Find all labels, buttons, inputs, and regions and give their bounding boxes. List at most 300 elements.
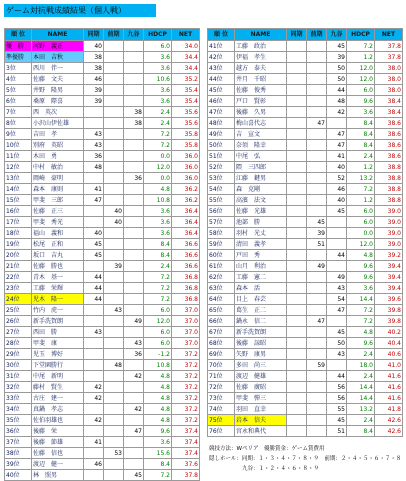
zenki-score-cell [104,239,124,250]
player-name-cell: 渡辺 健一 [32,459,84,470]
player-name-cell: 後藤 諒昭 [235,338,287,349]
rank-cell: 23位 [5,283,32,294]
player-name-cell: 佐藤 光雄 [235,206,287,217]
player-name-cell: 矢野 康男 [235,349,287,360]
table-row [5,195,200,206]
table-row [208,338,403,349]
hdcp-cell: 9.6 [347,96,375,107]
doki-score-cell [287,63,307,74]
rank-cell: 71位 [208,371,235,382]
rank-cell: 52位 [208,162,235,173]
doki-score-cell [287,239,307,250]
doki-score-cell [84,206,104,217]
table-row [208,426,403,437]
net-score-cell: 38.0 [375,85,403,96]
zenki-score-cell [104,349,124,360]
player-name-cell: 森本 康則 [32,184,84,195]
table-row [5,118,200,129]
hdcp-cell: 8.4 [347,426,375,437]
net-score-cell: 38.8 [375,162,403,173]
net-score-cell: 37.0 [172,338,200,349]
rank-cell: 35位 [5,415,32,426]
doki-score-cell: 36 [84,151,104,162]
rank-cell: 47位 [208,107,235,118]
doki-score-cell: 45 [84,239,104,250]
kutani-score-cell: 36 [124,349,144,360]
hdcp-cell: 4.8 [144,382,172,393]
zenki-score-cell [307,129,327,140]
rank-cell: 50位 [208,140,235,151]
zenki-score-cell [307,162,327,173]
rank-cell: 13位 [5,173,32,184]
doki-score-cell: 45 [84,250,104,261]
kutani-score-cell [124,272,144,283]
kutani-score-cell [124,415,144,426]
net-score-cell: 36.6 [172,239,200,250]
kutani-score-cell: 48 [327,96,347,107]
net-score-cell: 39.8 [375,305,403,316]
table-row [5,382,200,393]
results-table-right [207,28,403,437]
net-score-cell: 41.8 [375,404,403,415]
table-row [5,52,200,63]
rank-cell: 22位 [5,272,32,283]
net-score-cell: 36.8 [172,294,200,305]
table-row [5,360,200,371]
player-name-cell: 林 照男 [32,470,84,481]
hdcp-cell: 2.4 [347,151,375,162]
net-score-cell: 39.0 [375,239,403,250]
table-row [208,74,403,85]
hdcp-cell: 13.2 [347,173,375,184]
hdcp-cell: 4.8 [144,184,172,195]
table-row [5,283,200,294]
rank-cell: 75位 [208,415,235,426]
kutani-score-cell: 56 [327,393,347,404]
rank-cell: 15位 [5,195,32,206]
zenki-score-cell [104,184,124,195]
hdcp-cell: 3.6 [347,107,375,118]
table-row [208,239,403,250]
player-name-cell: 佐藤 俊秀 [235,85,287,96]
rank-cell: 66位 [208,316,235,327]
rank-cell: 38位 [5,448,32,459]
rank-cell: 3位 [5,63,32,74]
net-score-cell: 37.0 [172,305,200,316]
kutani-score-cell: 49 [327,272,347,283]
kutani-score-cell [124,250,144,261]
hdcp-cell: 0.0 [144,151,172,162]
hdcp-cell: 1.2 [347,195,375,206]
kutani-score-cell: 45 [327,327,347,338]
doki-score-cell: 44 [84,294,104,305]
rank-cell: 33位 [5,393,32,404]
kutani-score-cell [327,316,347,327]
kutani-score-cell: 40 [327,195,347,206]
zenki-score-cell [307,272,327,283]
rank-cell: 19位 [5,239,32,250]
hdcp-cell: 3.6 [144,63,172,74]
zenki-score-cell [307,74,327,85]
player-name-cell: 羽田 直幸 [235,404,287,415]
rank-cell: 74位 [208,404,235,415]
zenki-score-cell [307,393,327,404]
note-line: 隠しホール：同期：１・３・４・７・８・９ 前期：２・４・５・６・７・８ [209,456,402,462]
player-name-cell: 森本 活 [235,283,287,294]
net-score-cell: 38.6 [375,129,403,140]
kutani-score-cell [124,382,144,393]
doki-score-cell [84,305,104,316]
zenki-score-cell [104,459,124,470]
zenki-score-cell [104,272,124,283]
zenki-score-cell [307,283,327,294]
competition-notes [209,444,404,474]
player-name-cell: 鍋永 信二 [235,316,287,327]
zenki-score-cell [104,371,124,382]
net-score-cell: 39.2 [375,250,403,261]
hdcp-cell: 7.2 [144,272,172,283]
table-row [208,228,403,239]
doki-score-cell [287,283,307,294]
hdcp-cell: 6.0 [144,327,172,338]
player-name-cell: 岩本 信夫 [235,415,287,426]
header-rank: 順 位 [5,29,32,41]
zenki-score-cell [104,404,124,415]
rank-cell: 61位 [208,261,235,272]
player-name-cell: 真鍋 孝志 [32,404,84,415]
hdcp-cell: 4.8 [144,404,172,415]
kutani-score-cell: 46 [327,184,347,195]
player-name-cell: 佐藤 信也 [32,448,84,459]
zenki-score-cell [104,294,124,305]
table-row [5,415,200,426]
zenki-score-cell [104,140,124,151]
table-row [5,338,200,349]
player-name-cell: 梅山喜代志 [235,118,287,129]
doki-score-cell [287,404,307,415]
zenki-score-cell [104,173,124,184]
zenki-score-cell [104,151,124,162]
doki-score-cell [287,250,307,261]
hdcp-cell: 7.2 [347,41,375,52]
net-score-cell: 41.6 [375,382,403,393]
zenki-score-cell [104,250,124,261]
net-score-cell: 40.4 [375,338,403,349]
player-name-cell: 古庄 建一 [32,393,84,404]
zenki-score-cell [307,206,327,217]
player-name-cell: 佐藤 勝也 [32,261,84,272]
player-name-cell: 工藤 栄輝 [32,283,84,294]
rank-cell: 36位 [5,426,32,437]
net-score-cell: 35.4 [172,85,200,96]
player-name-cell: 藤村 賢生 [32,382,84,393]
net-score-cell: 36.2 [172,195,200,206]
net-score-cell: 37.0 [172,327,200,338]
hdcp-cell: -1.2 [144,349,172,360]
hdcp-cell: 4.8 [347,327,375,338]
zenki-score-cell: 51 [307,239,327,250]
table-row [208,360,403,371]
table-row [208,140,403,151]
table-row [208,96,403,107]
net-score-cell: 38.4 [375,96,403,107]
doki-score-cell [287,415,307,426]
doki-score-cell [287,217,307,228]
player-name-cell: 竹内 虎一 [32,305,84,316]
doki-score-cell: 40 [84,228,104,239]
zenki-score-cell [307,41,327,52]
doki-score-cell [287,327,307,338]
doki-score-cell [287,261,307,272]
doki-score-cell: 38 [84,52,104,63]
player-name-cell: 奈須 隆幸 [235,140,287,151]
kutani-score-cell: 36 [124,173,144,184]
zenki-score-cell: 48 [104,360,124,371]
net-score-cell: 37.4 [172,426,200,437]
zenki-score-cell [307,140,327,151]
results-table-left [4,28,200,481]
player-name-cell: 清田 義孝 [235,239,287,250]
table-row [208,261,403,272]
player-name-cell: 山月 利治 [235,261,287,272]
player-name-cell: 桑原 際喜 [32,96,84,107]
kutani-score-cell: 50 [327,338,347,349]
zenki-score-cell [104,118,124,129]
doki-score-cell: 47 [84,195,104,206]
player-name-cell: 後藤 栄 [32,426,84,437]
table-row [208,184,403,195]
player-name-cell: 池部 勝 [235,217,287,228]
table-row [208,415,403,426]
net-score-cell: 37.8 [172,470,200,481]
kutani-score-cell [124,129,144,140]
doki-score-cell [287,118,307,129]
player-name-cell: 西 英次 [32,107,84,118]
table-row [208,272,403,283]
doki-score-cell [84,470,104,481]
table-row [5,140,200,151]
note-line: 九谷：１・２・４・６・８・９ [209,466,320,472]
zenki-score-cell [104,426,124,437]
kutani-score-cell [124,74,144,85]
doki-score-cell: 44 [84,283,104,294]
rank-cell: 59位 [208,239,235,250]
net-score-cell: 35.8 [172,140,200,151]
table-row [5,305,200,316]
zenki-score-cell: 59 [307,360,327,371]
player-name-cell: 後藤 節雄 [32,437,84,448]
player-name-cell: 中尾 新明 [32,371,84,382]
header-net: NET [375,29,403,41]
doki-score-cell [287,360,307,371]
table-row [208,305,403,316]
net-score-cell: 37.6 [172,459,200,470]
player-name-cell: 中尾 弘 [235,151,287,162]
hdcp-cell: 8.4 [347,140,375,151]
player-name-cell: 本田 吉秋 [32,52,84,63]
zenki-score-cell [307,294,327,305]
hdcp-cell: 7.2 [347,316,375,327]
doki-score-cell [287,184,307,195]
net-score-cell: 35.4 [172,96,200,107]
doki-score-cell: 48 [84,162,104,173]
kutani-score-cell [124,162,144,173]
zenki-score-cell [104,415,124,426]
rank-cell: 51位 [208,151,235,162]
rank-cell: 7位 [5,107,32,118]
table-row [5,404,200,415]
doki-score-cell [84,371,104,382]
rank-cell: 9位 [5,129,32,140]
doki-score-cell [287,162,307,173]
net-score-cell: 35.6 [172,107,200,118]
table-row [5,349,200,360]
kutani-score-cell [327,261,347,272]
kutani-score-cell [124,305,144,316]
zenki-score-cell [104,228,124,239]
table-row [5,129,200,140]
table-row [208,63,403,74]
table-row [208,349,403,360]
hdcp-cell: 3.6 [144,228,172,239]
rank-cell: 31位 [5,371,32,382]
table-row [5,470,200,481]
kutani-score-cell [327,228,347,239]
player-name-cell: 甲斐 秀光 [32,217,84,228]
hdcp-cell: 9.6 [347,261,375,272]
hdcp-cell: 7.2 [144,294,172,305]
zenki-score-cell [307,184,327,195]
kutani-score-cell: 45 [124,470,144,481]
hdcp-cell: 10.8 [144,195,172,206]
net-score-cell: 38.0 [375,63,403,74]
player-name-cell: 新手洗賀朗 [32,316,84,327]
doki-score-cell [84,338,104,349]
net-score-cell: 36.0 [172,173,200,184]
rank-cell: 準優勝 [5,52,32,63]
hdcp-cell: 7.2 [144,140,172,151]
hdcp-cell: 6.0 [347,85,375,96]
table-row [5,173,200,184]
rank-cell: 4位 [5,74,32,85]
rank-cell: 26位 [5,316,32,327]
net-score-cell: 37.2 [172,360,200,371]
table-header-left [5,29,200,41]
zenki-score-cell [307,107,327,118]
table-row [208,52,403,63]
doki-score-cell [84,107,104,118]
header-doki: 同期 [287,29,307,41]
rank-cell: 46位 [208,96,235,107]
rank-cell: 40位 [5,470,32,481]
kutani-score-cell [124,41,144,52]
zenki-score-cell [104,470,124,481]
zenki-score-cell [307,404,327,415]
hdcp-cell: 3.6 [144,437,172,448]
doki-score-cell [287,96,307,107]
net-score-cell: 37.8 [375,41,403,52]
hdcp-cell: 14.4 [347,382,375,393]
hdcp-cell: 7.2 [144,283,172,294]
kutani-score-cell [124,228,144,239]
zenki-score-cell: 39 [104,261,124,272]
kutani-score-cell [124,96,144,107]
zenki-score-cell: 43 [104,305,124,316]
kutani-score-cell: 50 [327,74,347,85]
player-name-cell: 井野 隆男 [32,85,84,96]
kutani-score-cell: 41 [327,151,347,162]
hdcp-cell: 7.2 [347,305,375,316]
doki-score-cell [84,360,104,371]
table-row [5,294,200,305]
doki-score-cell [84,261,104,272]
header-kutani: 九谷 [327,29,347,41]
hdcp-cell: 12.0 [347,239,375,250]
doki-score-cell [287,272,307,283]
net-score-cell: 39.0 [375,206,403,217]
hdcp-cell: 6.0 [347,217,375,228]
rank-cell: 44位 [208,74,235,85]
rank-cell: 39位 [5,459,32,470]
kutani-score-cell: 43 [327,349,347,360]
doki-score-cell [287,85,307,96]
net-score-cell: 36.6 [172,250,200,261]
kutani-score-cell [327,118,347,129]
hdcp-cell: 15.6 [144,448,172,459]
player-name-cell: 岡崎 豪明 [32,173,84,184]
net-score-cell: 39.4 [375,283,403,294]
rank-cell: 49位 [208,129,235,140]
rank-cell: 11位 [5,151,32,162]
player-name-cell: 中村 敏治 [32,162,84,173]
net-score-cell: 39.6 [375,294,403,305]
zenki-score-cell [104,162,124,173]
table-row [208,316,403,327]
player-name-cell: 工藤 政治 [235,41,287,52]
table-row [5,217,200,228]
hdcp-cell: 8.4 [144,239,172,250]
doki-score-cell [287,426,307,437]
doki-score-cell: 38 [84,63,104,74]
hdcp-cell: 4.8 [144,415,172,426]
kutani-score-cell [124,217,144,228]
net-score-cell: 36.0 [172,162,200,173]
rank-cell: 24位 [5,294,32,305]
kutani-score-cell [124,85,144,96]
doki-score-cell [287,305,307,316]
zenki-score-cell [307,338,327,349]
doki-score-cell: 43 [84,140,104,151]
doki-score-cell [287,371,307,382]
zenki-score-cell: 47 [307,118,327,129]
table-row [5,327,200,338]
table-row [5,74,200,85]
hdcp-cell: 6.0 [347,206,375,217]
header-doki: 同期 [84,29,104,41]
hdcp-cell: 4.8 [144,371,172,382]
hdcp-cell: 8.4 [144,459,172,470]
table-row [5,250,200,261]
table-row [5,459,200,470]
zenki-score-cell [104,283,124,294]
rank-cell: 73位 [208,393,235,404]
net-score-cell: 35.2 [172,74,200,85]
kutani-score-cell: 50 [327,63,347,74]
kutani-score-cell [124,195,144,206]
zenki-score-cell [104,74,124,85]
rank-cell: 58位 [208,228,235,239]
player-name-cell: 児玉 博好 [32,349,84,360]
